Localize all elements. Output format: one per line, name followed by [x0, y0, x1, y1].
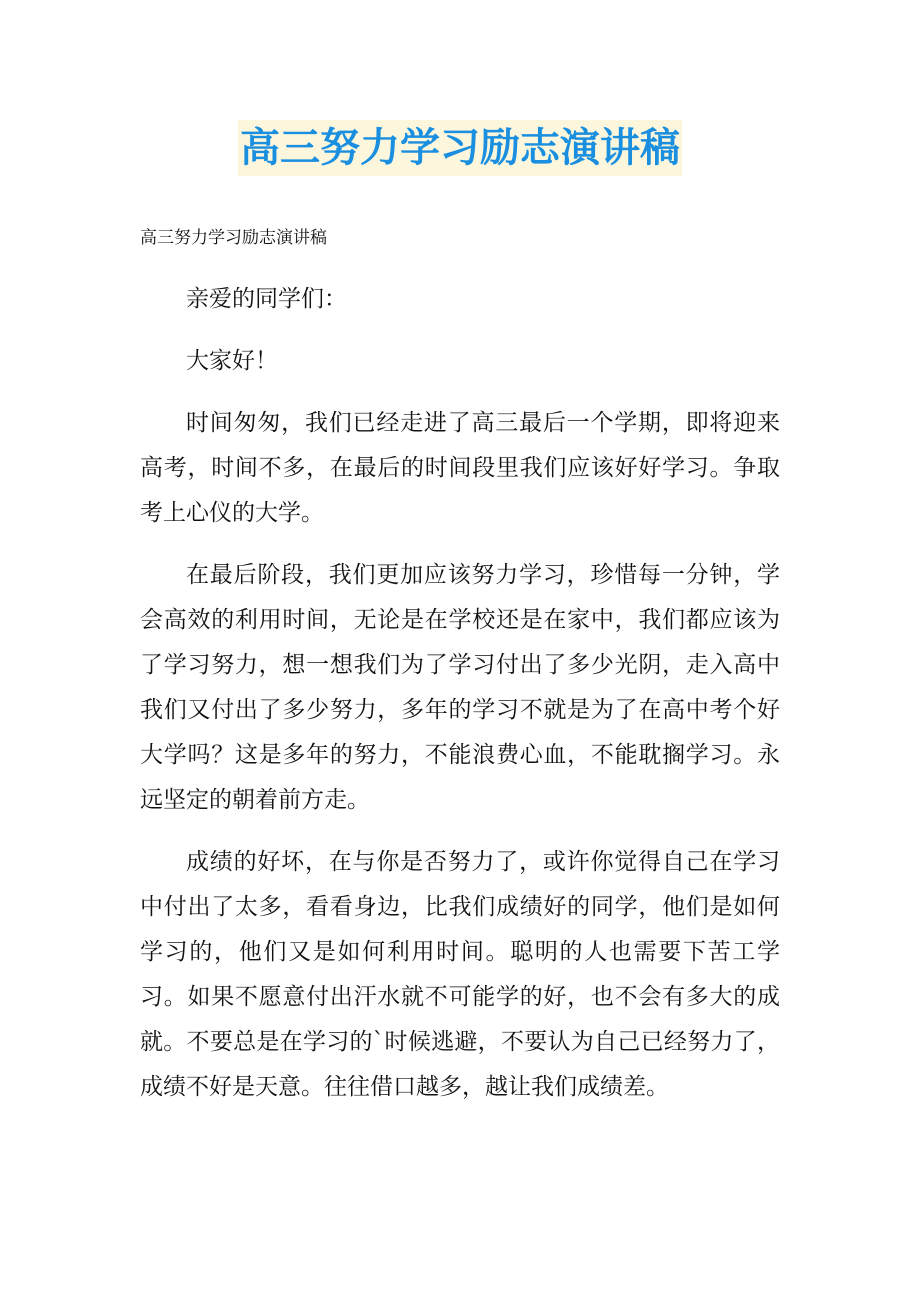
paragraph-grades: 成绩的好坏，在与你是否努力了，或许你觉得自己在学习中付出了太多，看看身边，比我们成绩好的同学，他们是如何学习的，他们又是如何利用时间。聪明的人也需要下苦工学习。如果不愿意付出汗水就不可能学的好，也不会有多大的成就。不要总是在学习的`时候逃避，不要认为自己已经努力了，成绩不好是天意。往往借口越多，越让我们成绩差。: [140, 849, 780, 1100]
document-title: 高三努力学习励志演讲稿: [238, 120, 682, 176]
paragraph-time: 时间匆匆，我们已经走进了高三最后一个学期，即将迎来高考，时间不多，在最后的时间段里我们应该好好学习。争取考上心仪的大学。: [140, 410, 780, 526]
paragraph-greeting: 亲爱的同学们：: [186, 286, 347, 312]
paragraph-hello: 大家好！: [186, 348, 278, 374]
paragraph-final-stage: 在最后阶段，我们更加应该努力学习，珍惜每一分钟，学会高效的利用时间，无论是在学校还是在家中，我们都应该为了学习努力，想一想我们为了学习付出了多少光阴，走入高中我们又付出了多少努力，多年的学习不就是为了在高中考个好大学吗？这是多年的努力，不能浪费心血，不能耽搁学习。永远坚定的朝着前方走。: [140, 562, 780, 813]
title-container: [0, 120, 920, 176]
document-body: [140, 277, 780, 1127]
document-subtitle: 高三努力学习励志演讲稿: [140, 228, 327, 248]
